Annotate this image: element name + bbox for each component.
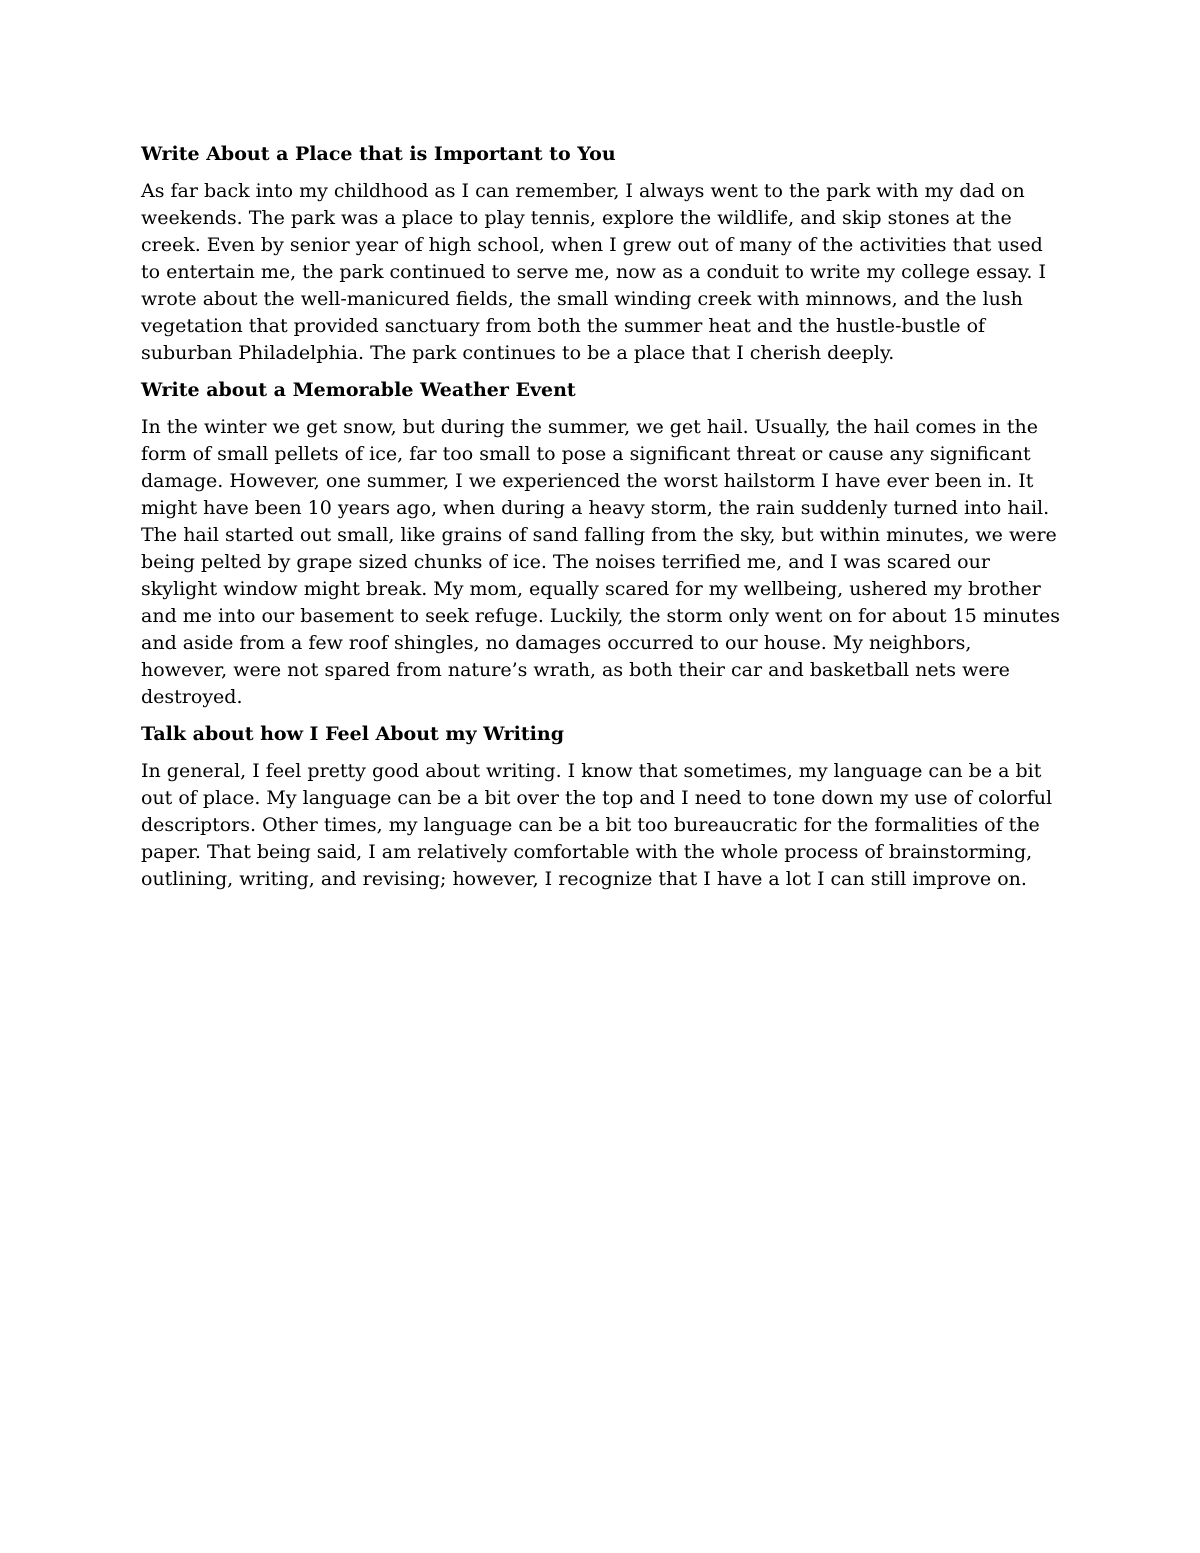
section-heading: Write About a Place that is Important to You (141, 143, 616, 165)
document-content (141, 141, 1063, 903)
section-paragraph: In general, I feel pretty good about writing. I know that sometimes, my language can be a bit out of place. My language can be a bit over the top and I need to tone down my use of colorful descriptors. Other times, my language can be a bit too bureaucratic for the formalities of the paper. That being said, I am relatively comfortable with the whole process of brainstorming, outlining, writing, and revising; however, I recognize that I have a lot I can still improve on. (141, 760, 1053, 890)
section-place (141, 141, 1063, 367)
section-paragraph: In the winter we get snow, but during the summer, we get hail. Usually, the hail comes in the form of small pellets of ice, far too small to pose a significant threat or cause any significant damage. However, one summer, I we experienced the worst hailstorm I have ever been in. It might have been 10 years ago, when during a heavy storm, the rain suddenly turned into hail. The hail started out small, like grains of sand falling from the sky, but within minutes, we were being pelted by grape sized chunks of ice. The noises terrified me, and I was scared our skylight window might break. My mom, equally scared for my wellbeing, ushered my brother and me into our basement to seek refuge. Luckily, the storm only went on for about 15 minutes and aside from a few roof shingles, no damages occurred to our house. My neighbors, however, were not spared from nature’s wrath, as both their car and basketball nets were destroyed. (141, 416, 1061, 708)
section-paragraph: As far back into my childhood as I can remember, I always went to the park with my dad on weekends. The park was a place to play tennis, explore the wildlife, and skip stones at the creek. Even by senior year of high school, when I grew out of many of the activities that used to entertain me, the park continued to serve me, now as a conduit to write my college essay. I wrote about the well-manicured fields, the small winding creek with minnows, and the lush vegetation that provided sanctuary from both the summer heat and the hustle-bustle of suburban Philadelphia. The park continues to be a place that I cherish deeply. (141, 180, 1046, 364)
section-heading: Write about a Memorable Weather Event (141, 379, 576, 401)
section-weather (141, 377, 1063, 711)
section-heading: Talk about how I Feel About my Writing (141, 723, 564, 745)
section-writing (141, 721, 1063, 893)
